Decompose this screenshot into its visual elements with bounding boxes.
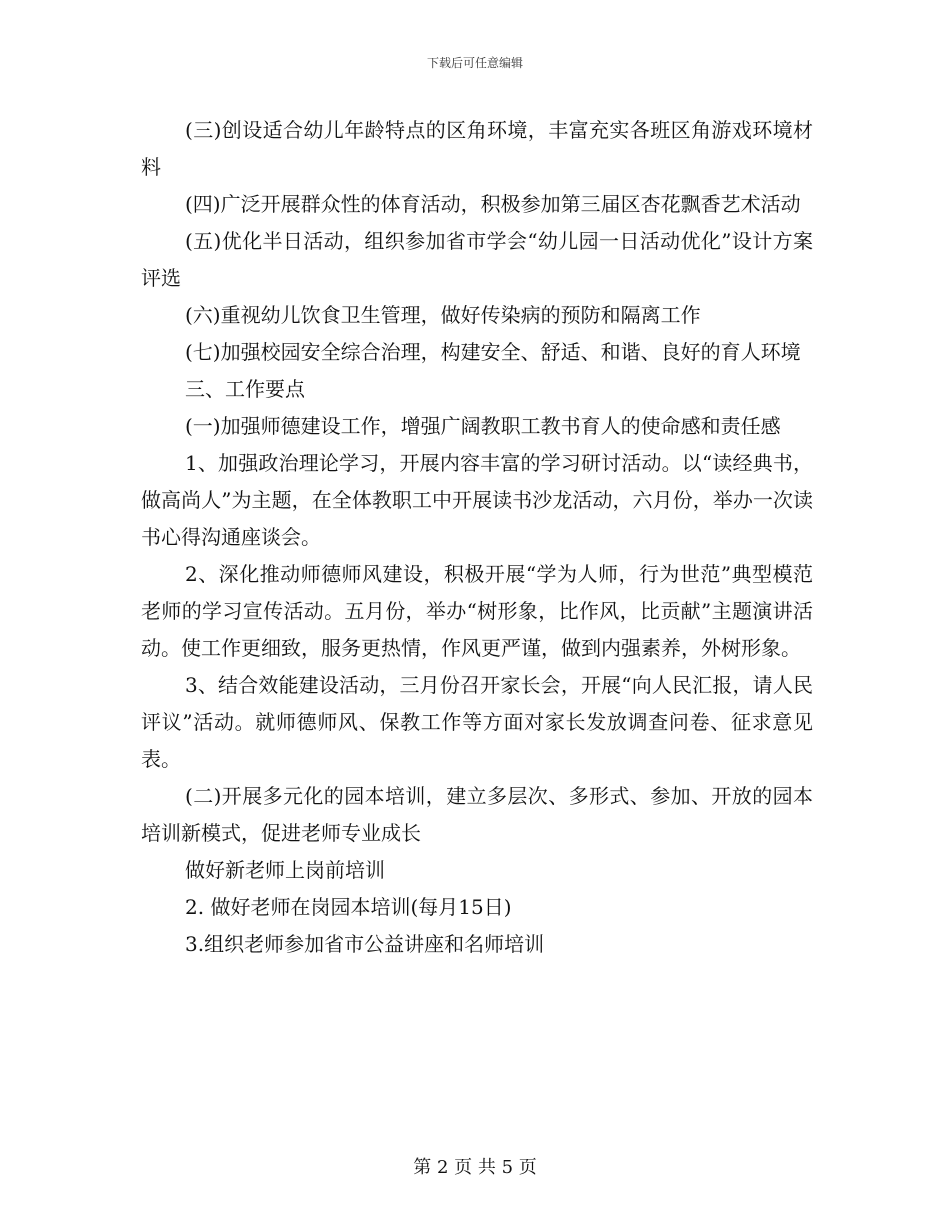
paragraph-12: 做好新老师上岗前培训: [185, 858, 385, 882]
paragraph-1: (三)创设适合幼儿年龄特点的区角环境，丰富充实各班区角游戏环境材料: [141, 118, 813, 179]
paragraph-3: (五)优化半日活动，组织参加省市学会“幼儿园一日活动优化”设计方案评选: [141, 229, 813, 290]
paragraph-13: 2. 做好老师在岗园本培训(每月15日): [185, 895, 512, 919]
paragraph-5: (七)加强校园安全综合治理，构建安全、舒适、和谐、良好的育人环境: [185, 340, 801, 364]
page-header: 下载后可任意编辑: [426, 56, 523, 70]
paragraph-8: 1、加强政治理论学习，开展内容丰富的学习研讨活动。以“读经典书，做高尚人”为主题，在全体教职工中开展读书沙龙活动，六月份，举办一次读书心得沟通座谈会。: [141, 451, 813, 549]
paragraph-4: (六)重视幼儿饮食卫生管理，做好传染病的预防和隔离工作: [185, 303, 701, 327]
paragraph-14: 3.组织老师参加省市公益讲座和名师培训: [185, 932, 545, 956]
page-footer: 第 2 页 共 5 页: [413, 1157, 537, 1178]
paragraph-2: (四)广泛开展群众性的体育活动，积极参加第三届区杏花飘香艺术活动: [185, 192, 801, 216]
paragraph-10: 3、结合效能建设活动，三月份召开家长会，开展“向人民汇报，请人民评议”活动。就师德师风、保教工作等方面对家长发放调查问卷、征求意见表。: [141, 673, 813, 771]
document-body: [141, 112, 813, 963]
paragraph-7: (一)加强师德建设工作，增强广阔教职工教书育人的使命感和责任感: [185, 414, 781, 438]
paragraph-11: (二)开展多元化的园本培训，建立多层次、多形式、参加、开放的园本培训新模式，促进老师专业成长: [141, 784, 813, 845]
section-heading: 三、工作要点: [185, 377, 305, 401]
paragraph-9: 2、深化推动师德师风建设，积极开展“学为人师，行为世范”典型模范老师的学习宣传活动。五月份，举办“树形象，比作风，比贡献”主题演讲活动。使工作更细致，服务更热情，作风更严谨，做到内强素养，外树形象。: [141, 562, 813, 660]
